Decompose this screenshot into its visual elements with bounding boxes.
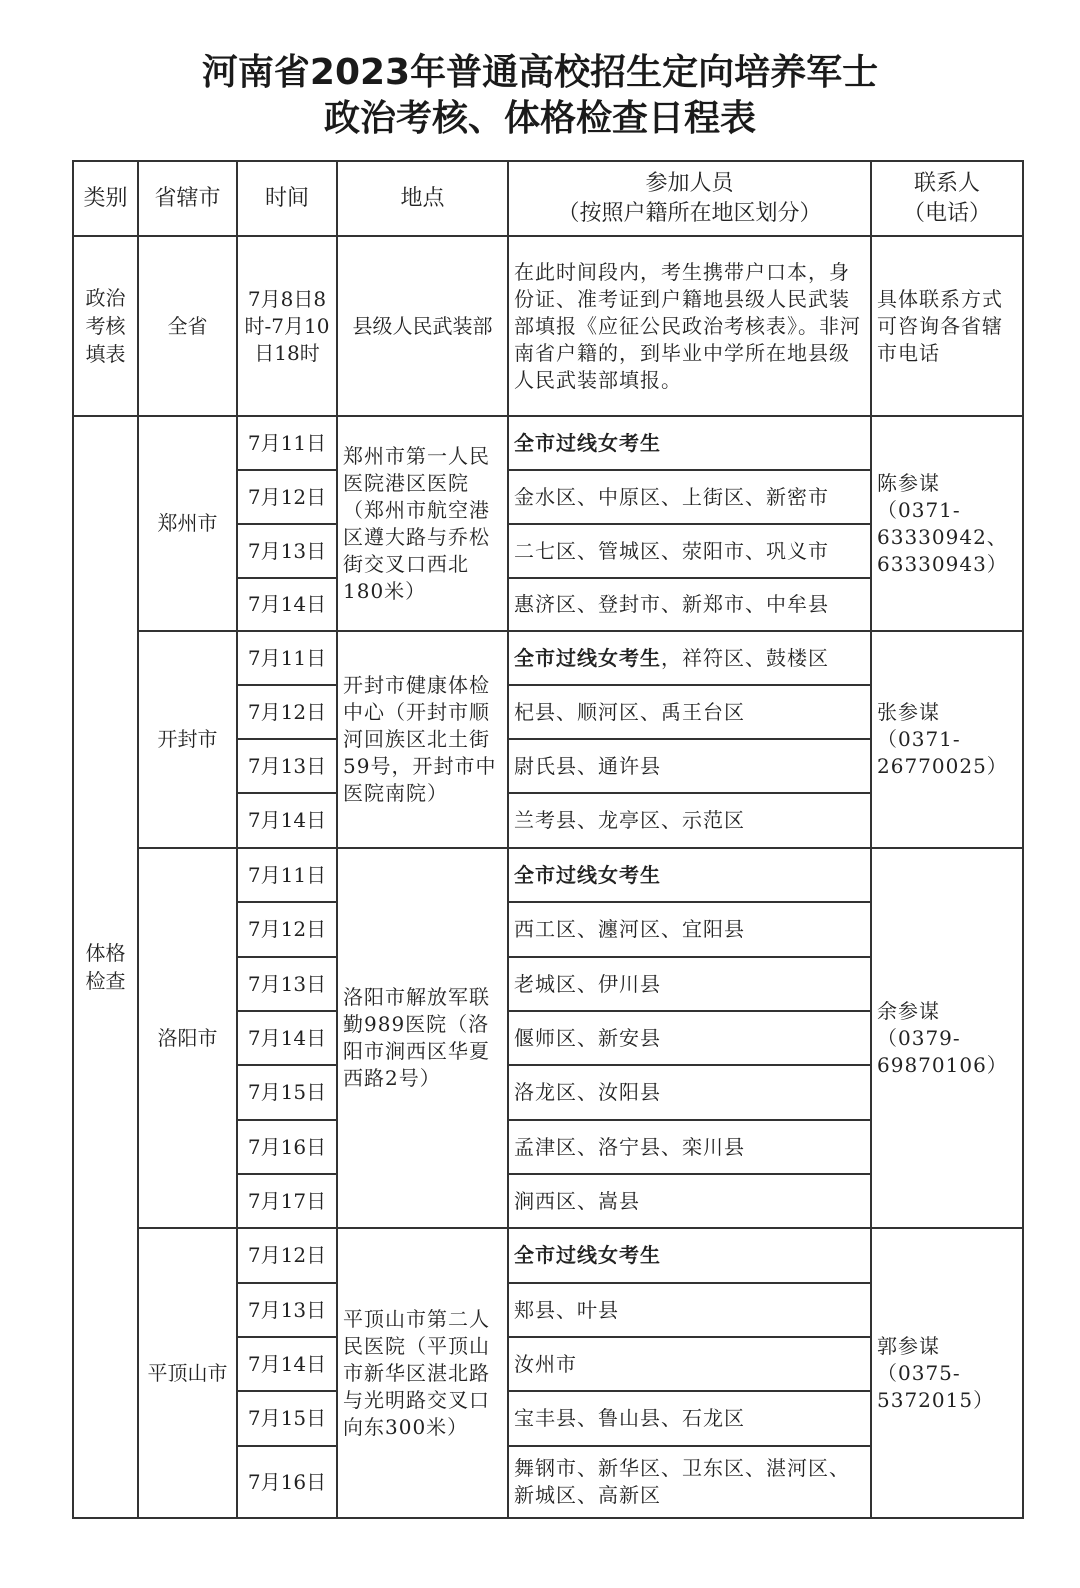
date-label: 7月13日	[247, 538, 327, 563]
contact-label: 余参谋（0379-69870106）	[877, 998, 1008, 1077]
participants-cell	[508, 1120, 871, 1174]
participants-label: 偃师区、新安县	[514, 1025, 661, 1050]
date-cell	[237, 685, 337, 739]
contact-cell	[871, 1228, 1023, 1518]
category-cell	[73, 236, 138, 416]
date-cell	[237, 1174, 337, 1228]
exam-row	[73, 1228, 1023, 1283]
location-label: 县级人民武装部	[352, 313, 493, 338]
exam-row	[73, 631, 1023, 685]
participants-cell	[508, 957, 871, 1011]
date-cell	[237, 1011, 337, 1065]
participants-cell	[508, 470, 871, 524]
date-label: 7月16日	[247, 1134, 327, 1159]
date-label: 7月11日	[247, 430, 327, 455]
participants-label: 宝丰县、鲁山县、石龙区	[514, 1406, 745, 1430]
city-cell	[138, 1228, 237, 1518]
header-label: 参加人员 （按照户籍所在地区划分）	[557, 170, 822, 226]
date-cell	[237, 1065, 337, 1120]
participants-label: ，祥符区、鼓楼区	[661, 645, 829, 670]
location-cell	[337, 416, 508, 631]
participants-bold: 全市过线女考生	[514, 645, 661, 670]
participants-cell	[508, 1228, 871, 1283]
date-label: 7月15日	[247, 1080, 327, 1104]
location-cell	[337, 1228, 508, 1518]
header-label: 省辖市	[154, 185, 221, 211]
participants-cell	[508, 793, 871, 848]
participants-cell	[508, 1391, 871, 1446]
contact-label: 陈参谋（0371-63330942、63330943）	[877, 470, 1008, 576]
participants-label: 孟津区、洛宁县、栾川县	[514, 1134, 745, 1159]
participants-bold: 全市过线女考生	[514, 1243, 661, 1267]
contact-cell	[871, 631, 1023, 848]
date-label: 7月14日	[247, 808, 327, 832]
location-label: 郑州市第一人民医院港区医院（郑州市航空港区遵大路与乔松街交叉口西北180米）	[343, 443, 490, 603]
participants-label: 尉氏县、通许县	[514, 753, 661, 778]
date-label: 7月12日	[247, 1243, 327, 1267]
date-label: 7月11日	[247, 645, 327, 670]
date-label: 7月14日	[247, 1351, 327, 1376]
location-label: 洛阳市解放军联勤989医院（洛阳市涧西区华夏西路2号）	[343, 985, 490, 1090]
date-label: 7月13日	[247, 753, 327, 778]
date-label: 7月11日	[247, 862, 327, 887]
participants-cell	[508, 902, 871, 957]
city-label: 洛阳市	[157, 1025, 218, 1050]
participants-cell	[508, 1283, 871, 1337]
header-label: 地点	[400, 185, 445, 211]
location-cell	[337, 236, 508, 416]
header-contact	[871, 161, 1023, 236]
header-participants	[508, 161, 871, 236]
date-cell	[237, 631, 337, 685]
date-label: 7月12日	[247, 917, 327, 941]
contact-cell	[871, 236, 1023, 416]
city-label: 平顶山市	[147, 1360, 228, 1385]
participants-label: 杞县、顺河区、禹王台区	[514, 699, 745, 724]
date-cell	[237, 470, 337, 524]
time-label: 7月8日8时-7月10日18时	[244, 286, 330, 365]
header-label: 时间	[264, 185, 309, 211]
contact-label: 郭参谋（0375-5372015）	[877, 1333, 995, 1412]
participants-cell	[508, 848, 871, 902]
date-cell	[237, 1446, 337, 1518]
participants-cell	[508, 739, 871, 793]
document-title-line1: 河南省2023年普通高校招生定向培养军士	[201, 52, 879, 93]
participants-label: 郏县、叶县	[514, 1297, 619, 1322]
participants-label: 二七区、管城区、荥阳市、巩义市	[514, 538, 829, 563]
participants-cell	[508, 1337, 871, 1391]
city-label: 开封市	[157, 727, 218, 751]
date-cell	[237, 1120, 337, 1174]
document-title-line2: 政治考核、体格检查日程表	[323, 98, 756, 139]
participants-label: 西工区、瀍河区、宜阳县	[514, 917, 745, 941]
date-cell	[237, 524, 337, 578]
date-label: 7月13日	[247, 1297, 327, 1322]
participants-label: 兰考县、龙亭区、示范区	[514, 808, 745, 832]
contact-label: 具体联系方式可咨询各省辖市电话	[877, 286, 1003, 365]
date-label: 7月12日	[247, 699, 327, 724]
date-label: 7月12日	[247, 484, 327, 509]
header-location	[337, 161, 508, 236]
date-cell	[237, 416, 337, 470]
participants-cell	[508, 236, 871, 416]
category-label: 体格检查	[85, 941, 126, 993]
location-cell	[337, 631, 508, 848]
participants-bold: 全市过线女考生	[514, 862, 661, 887]
date-cell	[237, 1228, 337, 1283]
participants-cell	[508, 578, 871, 631]
city-cell	[138, 236, 237, 416]
header-label: 联系人 （电话）	[902, 170, 991, 226]
participants-cell	[508, 1446, 871, 1518]
participants-label: 惠济区、登封市、新郑市、中牟县	[514, 592, 829, 616]
participants-cell	[508, 416, 871, 470]
participants-label: 老城区、伊川县	[514, 971, 661, 996]
date-cell	[237, 578, 337, 631]
category-label: 政治考核填表	[85, 286, 126, 366]
date-cell	[237, 1391, 337, 1446]
date-label: 7月13日	[247, 971, 327, 996]
header-city	[138, 161, 237, 236]
date-label: 7月15日	[247, 1406, 327, 1430]
header-time	[237, 161, 337, 236]
exam-row	[73, 416, 1023, 470]
participants-cell	[508, 1174, 871, 1228]
location-label: 平顶山市第二人民医院（平顶山市新华区湛北路与光明路交叉口向东300米）	[343, 1306, 490, 1439]
participants-cell	[508, 1011, 871, 1065]
participants-label: 金水区、中原区、上街区、新密市	[514, 484, 829, 509]
date-cell	[237, 1337, 337, 1391]
participants-bold: 全市过线女考生	[514, 430, 661, 455]
header-row	[73, 161, 1023, 236]
date-label: 7月14日	[247, 592, 327, 616]
participants-label: 汝州市	[514, 1351, 577, 1376]
contact-cell	[871, 416, 1023, 631]
city-cell	[138, 631, 237, 848]
participants-cell	[508, 524, 871, 578]
participants-cell	[508, 1065, 871, 1120]
participants-label: 舞钢市、新华区、卫东区、湛河区、新城区、高新区	[514, 1456, 850, 1507]
contact-cell	[871, 848, 1023, 1228]
participants-label: 涧西区、嵩县	[514, 1188, 640, 1213]
contact-label: 张参谋（0371-26770025）	[877, 700, 1008, 778]
date-cell	[237, 739, 337, 793]
participants-label: 洛龙区、汝阳县	[514, 1080, 661, 1104]
city-cell	[138, 848, 237, 1228]
header-label: 类别	[83, 185, 128, 211]
city-cell	[138, 416, 237, 631]
city-label: 郑州市	[157, 511, 218, 535]
schedule-table	[72, 160, 1024, 1519]
participants-cell	[508, 631, 871, 685]
date-cell	[237, 1283, 337, 1337]
date-label: 7月14日	[247, 1025, 327, 1050]
exam-row	[73, 848, 1023, 902]
date-label: 7月16日	[247, 1469, 327, 1494]
city-label: 全省	[167, 313, 208, 338]
participants-cell	[508, 685, 871, 739]
date-cell	[237, 848, 337, 902]
date-cell	[237, 957, 337, 1011]
location-cell	[337, 848, 508, 1228]
header-category	[73, 161, 138, 236]
date-label: 7月17日	[247, 1188, 327, 1213]
location-label: 开封市健康体检中心（开封市顺河回族区北土街59号，开封市中医院南院）	[343, 673, 497, 805]
participants-label: 在此时间段内，考生携带户口本，身份证、准考证到户籍地县级人民武装部填报《应征公民政治考核表》。非河南省户籍的，到毕业中学所在地县级人民武装部填报。	[514, 259, 861, 392]
date-cell	[237, 902, 337, 957]
political-review-row	[73, 236, 1023, 416]
date-cell	[237, 793, 337, 848]
category-cell	[73, 416, 138, 1518]
time-cell	[237, 236, 337, 416]
